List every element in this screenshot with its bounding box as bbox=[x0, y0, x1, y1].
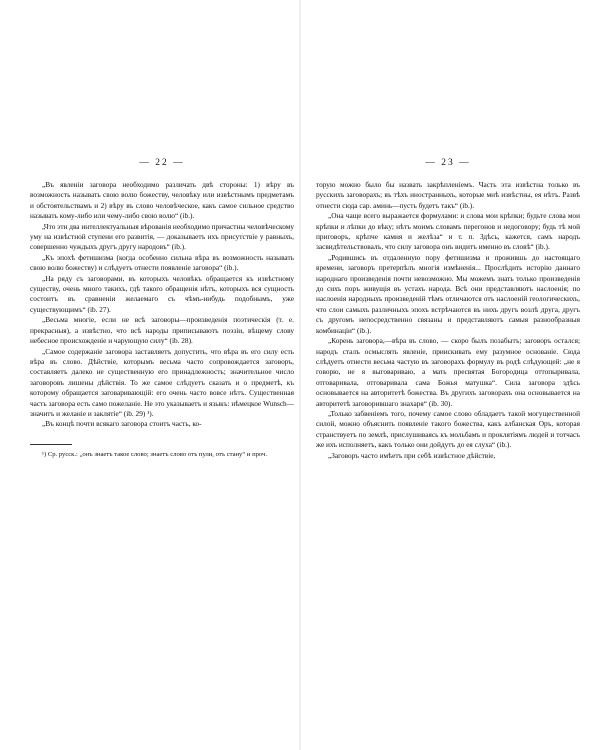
paragraph: „Родившись въ отдаленную пору фетишизма и прожившь до настоящаго времени, заговоръ претерпѣлъ многія измѣненія... Прослѣдить исторію даннаго народнаго произведенія почти невозможно. Мы можемъ знать только произведенія до сихъ поръ живущія въ устахъ народа. Всѣ они представляютъ наслоенія; по наслоенія народныхъ произведеній тѣмъ отличаются отъ наслоеній геологическихъ, что слои самыхъ различныхъ эпохъ встрѣчаются въ нихъ другъ возлѣ друга, другъ съ другомъ непосредственно связаны и представляютъ самыя разнообразныя комбинаціи“ (ib.). bbox=[316, 252, 580, 335]
right-page bbox=[300, 0, 600, 750]
right-page-text bbox=[316, 180, 580, 461]
footnote: ¹) Ср. русск.: „онъ знаетъ такое слово; знаетъ слово отъ пули, отъ стану“ и проч. bbox=[42, 450, 268, 458]
footnote-divider bbox=[30, 444, 72, 445]
paragraph: „Весьма многіе, если не всѣ заговоры—произведенія поэтическія (т. е. прекрасныя), а извѣстно, что всѣ народы приписываютъ поэзіи, вѣщему слову небесное происхожденіе и чарующую силу“ (ib. 28). bbox=[30, 315, 294, 346]
left-page-text bbox=[30, 180, 294, 430]
page-number-left: — 22 — bbox=[139, 158, 185, 168]
paragraph: „Къ эпохѣ фетишизма (когда особенно сильна вѣра въ возможность называть свою волю божеству) и слѣдуетъ отнести появленіе заговора“ (ib.). bbox=[30, 252, 294, 273]
paragraph: „Въ концѣ почти всякаго заговора стоитъ часть, ко- bbox=[42, 419, 202, 429]
paragraph: „Только забвеніемъ того, почему самое слово обладаетъ такой могущественной силой, можно объяснить появленіе такого божества, какъ албанская Оръ, которая странствуетъ по землѣ, прислушиваясь къ мольбамъ и проклятіямъ людей и тотчасъ же ихъ исполняетъ, какъ только они дойдутъ до ея слуха“ (ib.). bbox=[316, 408, 580, 450]
page-number-right: — 23 — bbox=[425, 158, 471, 168]
paragraph: „Она чаще всего выражается формулами: и слова мои крѣпки; будьте слова мои крѣпки и лѣпки до вѣку; нѣтъ моимъ словамъ перегонов и недоговору; будь тѣ мой приговоръ, крѣпче камня и желѣза“ и т. п. Здѣсь, кажется, самъ народъ засвидѣтельствовалъ, что силу заговора онъ видитъ именно въ словѣ“ (ib.). bbox=[316, 211, 580, 252]
paragraph: „Заговоръ часто имѣетъ при себѣ извѣстное дѣйствіе, bbox=[328, 450, 496, 460]
paragraph-continued: торую можно было бы назвать закрѣпленіемъ. Часть эта извѣстна только въ русскихъ заговорахъ; въ тѣхъ иностранныхъ, которые мнѣ извѣстны, ея нѣтъ. Развѣ отнести сюда сар. аминь—пусть будетъ такъ“ (ib.). bbox=[316, 180, 580, 210]
paragraph: „Корень заговора,—вѣра въ слово, — скоро былъ позабытъ; заговоръ остался; народъ сталъ осмыслять явленіе, приискивать ему разумное основаніе. Сюда слѣдуетъ отнести весьма частую въ заговорахъ формулу въ родѣ слѣдующей: „не я говорю, не я выговариваю, а мать пресвятая Богородица оттопыривала, отговаривала, отговаривала сама Божья матушка“. Сила заговора здѣсь основывается на авторитетѣ божества. Въ другихъ заговорахъ она основывается на авторитетѣ заговорившаго знахаря“ (ib. 30). bbox=[316, 336, 580, 408]
paragraph: „Что эти два интеллектуальныя вѣрованія необходимо причастны человѣческому уму на извѣстной ступени его развитія, — доказываетъ ихъ присутствіе у равныхъ, совершенно чуждыхъ другъ другу народовъ“ (ib.). bbox=[30, 221, 294, 252]
paragraph: „На ряду съ заговорами, въ которыхъ человѣкъ обращается къ извѣстному существу, очень много такихъ, гдѣ такого обращенія нѣтъ, которыхъ вся сущность состоитъ въ сравненіи желаемаго съ чѣмъ-нибудь подобнымъ, уже существующимъ“ (ib. 27). bbox=[30, 273, 294, 314]
paragraph: „Въ явленіи заговора необходимо различать двѣ стороны: 1) вѣру въ возможность называть свою волю божеству, человѣку или извѣстнымъ предметамъ и обстоятельствамъ и 2) вѣру въ слово человѣческое, какъ самое сильное средство называть кому-либо или чему-либо свою волю“ (ib.). bbox=[30, 180, 294, 221]
paragraph: „Самое содержаніе заговора заставляетъ допустить, что вѣра въ его силу есть вѣра въ слово. Дѣйствіе, которымъ весьма часто сопровождается заговоръ, составляетъ далеко не существенную его принадлежность; значительное число заговоровъ лишены дѣйствія. То же самое слѣдуетъ сказать и о предметѣ, къ которому обращается заговаривающій: его очень часто вовсе нѣтъ. Существенная часть заговора есть само пожеланіе. Не это указываетъ и языкъ: нѣмецкое Wunsch—значитъ и желаніе и заклятіе“ (ib. 29) ¹). bbox=[30, 346, 294, 418]
